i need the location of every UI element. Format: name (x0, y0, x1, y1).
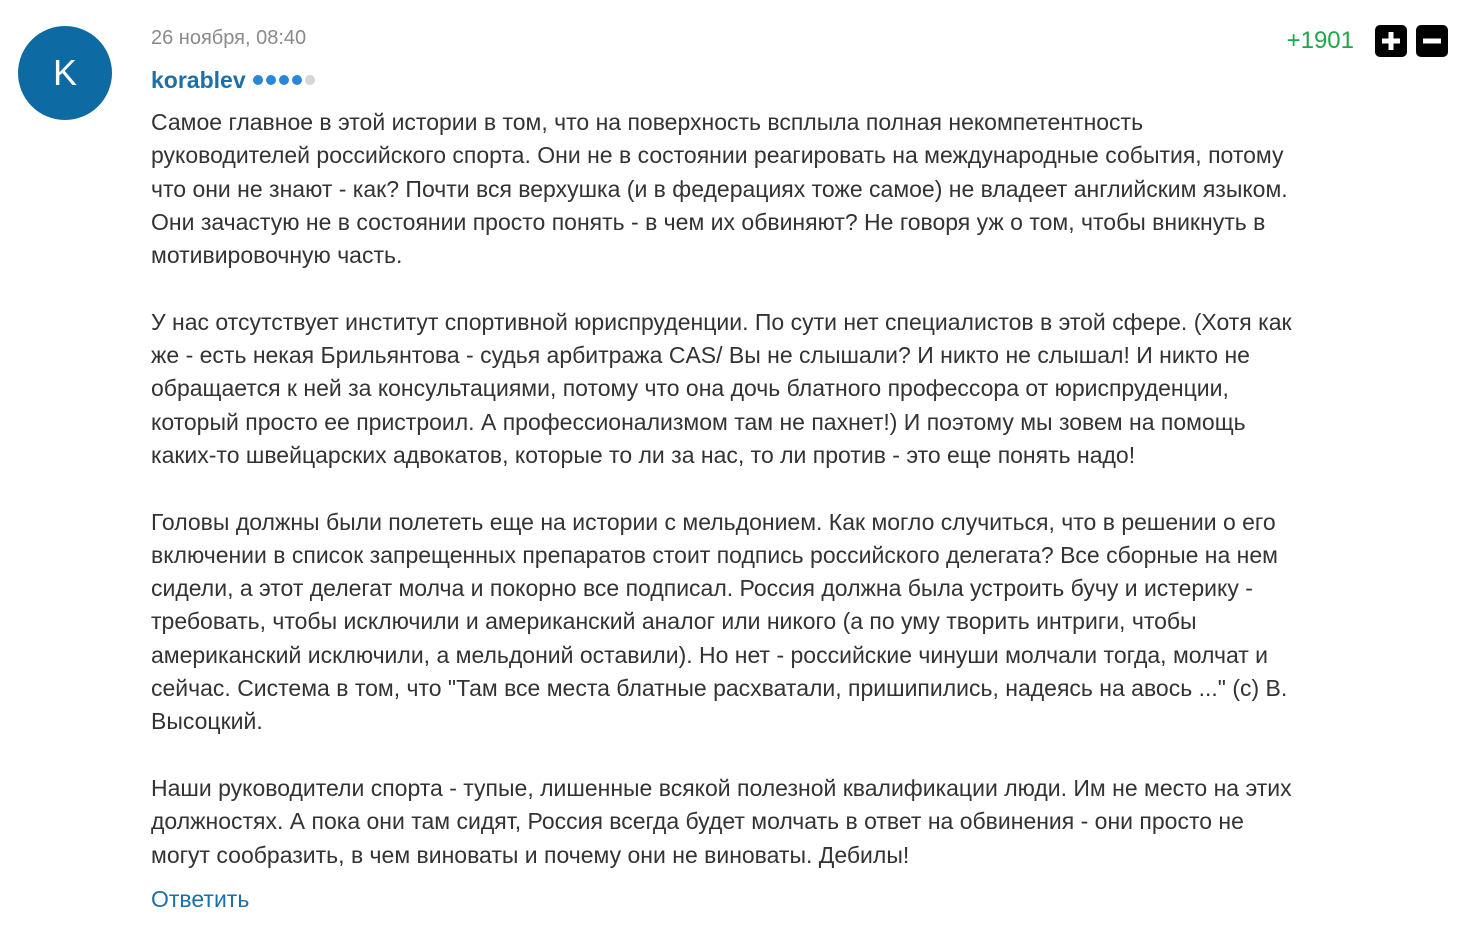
comment-date: 26 ноября, 08:40 (151, 27, 307, 49)
comment-paragraph: Наши руководители спорта - тупые, лишенные всякой полезной квалификации люди. Им не место на этих должностях. А пока они там сидят, Россия всегда будет молчать в ответ на обвинения - они просто не могут сообразить, в чем виноваты и почему они не виноваты. Дебилы! (151, 774, 1292, 868)
rating-dot-filled (266, 75, 276, 85)
author-name-link[interactable]: korablev (151, 67, 246, 93)
comment-paragraph: У нас отсутствует институт спортивной юриспруденции. По сути нет специалистов в этой сфере. (Хотя как же - есть некая Брильянтова - судья арбитража CAS/ Вы не слышали? И никто не слышал! И никто не обращается к ней за консультациями, потому что она дочь блатного профессора от юриспруденции, который просто ее пристроил. А профессионализмом там не пахнет!) И поэтому мы зовем на помощь каких-то швейцарских адвокатов, которые то ли за нас, то ли против - это еще понять надо! (151, 308, 1292, 468)
reply-link[interactable]: Ответить (151, 886, 250, 912)
upvote-button[interactable] (1375, 25, 1407, 57)
comment-paragraph: Самое главное в этой истории в том, что на поверхность всплыла полная некомпетентность руководителей российского спорта. Они не в состоянии реагировать на международные события, потому что они не знают - как? Почти вся верхушка (и в федерациях тоже самое) не владеет английским языком. Они зачастую не в состоянии просто понять - в чем их обвиняют? Не говоря уж о том, чтобы вникнуть в мотивировочную часть. (151, 109, 1288, 269)
comment-body (151, 106, 1441, 872)
minus-icon (1422, 31, 1442, 51)
vote-controls (1287, 22, 1448, 60)
downvote-button[interactable] (1416, 25, 1448, 57)
rating-dot-filled (253, 75, 263, 85)
plus-icon (1381, 31, 1401, 51)
rating-dot-filled (279, 75, 289, 85)
comment-score: +1901 (1286, 27, 1354, 54)
rating-dot-empty (305, 75, 315, 85)
author-line (151, 66, 315, 94)
avatar[interactable]: K (18, 26, 112, 120)
author-rating (253, 75, 315, 85)
rating-dot-filled (292, 75, 302, 85)
comment-paragraph: Головы должны были полететь еще на истории с мельдонием. Как могло случиться, что в решении о его включении в список запрещенных препаратов стоит подпись российского делегата? Все сборные на нем сидели, а этот делегат молча и покорно все подписал. Россия должна была устроить бучу и истерику - требовать, чтобы исключили и американский аналог или никого (а по уму творить интриги, чтобы американский исключили, а мельдоний оставили). Но нет - российские чинуши молчали тогда, молчат и сейчас. Система в том, что "Там все места блатные расхватали, пришипились, надеясь на авось ..." (с) В. Высоцкий. (151, 508, 1288, 735)
